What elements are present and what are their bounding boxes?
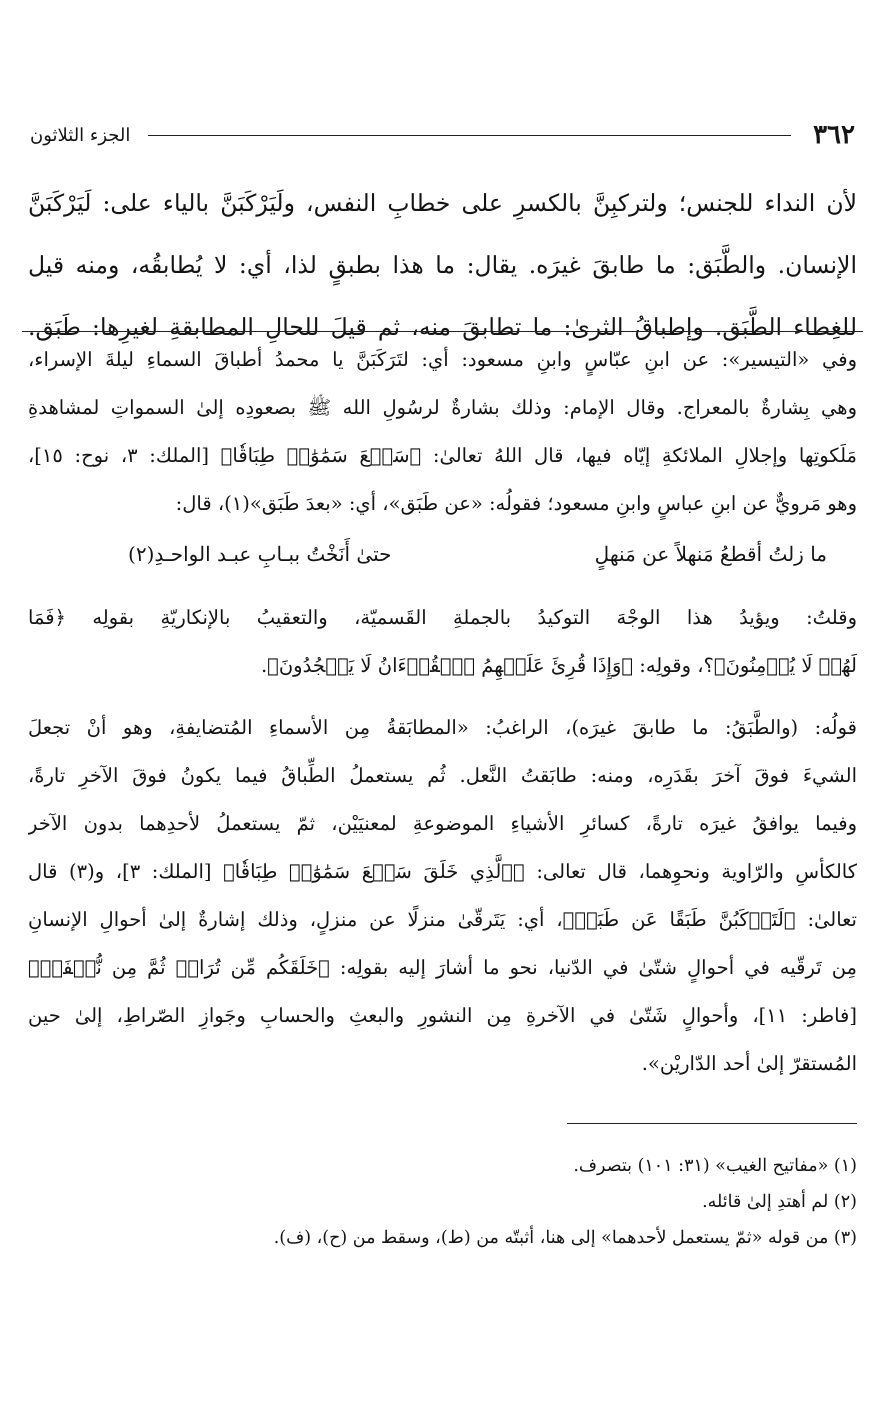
commentary-line: [فاطر: ١١]، وأحوالٍ شَتّىٰ في الآخرةِ مِن النشورِ والبعثِ والحسابِ وجَوازِ الصّراطِ، إلىٰ حين [28, 1004, 857, 1027]
footnote: (٢) لم أهتدِ إلىٰ قائله. [702, 1192, 857, 1212]
commentary-line: وقلتُ: ويؤيدُ هذا الوجْهَ التوكيدُ بالجملةِ القَسميّة، والتعقيبُ بالإنكاريّةِ بقولِه ﴿فَمَا [28, 606, 857, 629]
verse-first-hemistich: ما زلتُ أقطعُ مَنهلاً عن مَنهلٍ [594, 542, 827, 566]
verse-second-hemistich: حتىٰ أَنَخْتُ ببـابِ عبـد الواحـدِ(٢) [128, 542, 392, 566]
commentary-line: وفي «التيسير»: عن ابنِ عبّاسٍ وابنِ مسعود: أي: لتَرَكَبَنَّ يا محمدُ أطباقَ السماءِ ليلةَ الإسراء، [28, 348, 857, 371]
commentary-line: الشيءَ فوقَ آخرَ بقَدَرِه، ومنه: طابَقتُ النَّعل. ثُم يستعملُ الطِّباقُ فيما يكونُ فوقَ الآخرِ تارةً، [28, 764, 857, 787]
commentary-line: قولُه: (والطَّبَقُ: ما طابقَ غيرَه)، الراغبُ: «المطابَقةُ مِن الأسماءِ المُتضايفةِ، وهو أنْ تجعلَ [28, 716, 857, 739]
commentary-line: المُستقرّ إلىٰ أحد الدّاريْن». [641, 1052, 857, 1075]
page-number: ٣٦٢ [813, 120, 855, 150]
main-text-divider [22, 331, 863, 332]
commentary [28, 336, 857, 1088]
commentary-line: تعالىٰ: ﴿لَتَرۡكَبُنَّ طَبَقًا عَن طَبَقٖ﴾، أي: يَتَرقّىٰ منزلًا عن منزلٍ، وذلك إشارةٌ إلىٰ أحوالِ الإنسانِ [28, 908, 857, 931]
poetry-verse [28, 528, 857, 580]
running-header [30, 118, 855, 152]
main-text-line: لأن النداء للجنس؛ ولتركبِنَّ بالكسرِ على خطابِ النفس، ولَيَرْكَبَنَّ بالياء على: لَيَرْكَبَنَّ [28, 189, 857, 217]
footnotes [28, 1148, 857, 1256]
paragraph-gap [28, 690, 857, 704]
commentary-line: وهو مَرويٌّ عن ابنِ عباسٍ وابنِ مسعود؛ فقولُه: «عن طَبَق»، أي: «بعدَ طَبَق»(١)، قال: [175, 492, 857, 515]
footnote: (٣) من قوله «ثمّ يستعمل لأحدهما» إلى هنا، أثبتّه من (ط)، وسقط من (ح)، (ف). [273, 1228, 857, 1248]
volume-title: الجزء الثلاثون [30, 124, 131, 146]
commentary-line: لَهُمۡ لَا يُؤۡمِنُونَ﴾؟، وقولِه: ﴿وَإِذَا قُرِئَ عَلَيۡهِمُ ٱلۡقُرۡءَانُ لَا يَسۡجُدُونَ﴾. [260, 654, 857, 677]
commentary-line: وفيما يوافقُ غيرَه تارةً، كسائرِ الأشياءِ الموضوعةِ لمعنيَيْن، ثمّ يستعملُ لأحدِهما بدون الآخر [28, 812, 857, 835]
main-text-line: الإنسان. والطَّبَق: ما طابقَ غيرَه. يقال: ما هذا بطبقٍ لذا، أي: لا يُطابقُه، ومنه قيل [28, 251, 857, 279]
header-rule [148, 135, 791, 136]
commentary-line: مِن تَرقّيه في أحوالٍ شتّىٰ في الدّنيا، نحو ما أشارَ إليه بقولِه: ﴿خَلَقَكُم مِّن تُرَابٖ ثُمَّ مِن نُّطۡفَةٖ﴾ [28, 956, 857, 979]
paragraph-gap [28, 580, 857, 594]
commentary-line: كالكأسِ والرّاوية ونحوِهما، قال تعالى: ﴿ٱلَّذِي خَلَقَ سَبۡعَ سَمَٰوَٰتٖ طِبَاقٗا﴾ [الملك: ٣]، و(٣) قال [28, 860, 857, 883]
footnote: (١) «مفاتيح الغيب» (٣١: ١٠١) بتصرف. [573, 1156, 857, 1176]
footnote-divider [567, 1123, 857, 1124]
main-text-line: للغِطاء الطَّبَق. وإطباقُ الثرىٰ: ما تطابقَ منه، ثم قيلَ للحالِ المطابقةِ لغيرِها: طَبَق. [28, 313, 857, 341]
commentary-line: وهي بِشارةٌ بالمعراج. وقال الإمام: وذلك بشارةٌ لرسُولِ الله ﷺ بصعودِه إلىٰ السمواتِ لمشاهدةِ [28, 396, 857, 419]
commentary-line: مَلَكوتِها وإجلالِ الملائكةِ إيّاه فيها، قال اللهُ تعالىٰ: ﴿سَبۡعَ سَمَٰوَٰتٖ طِبَاقٗا﴾ [الملك: ٣، نوح: ١٥]، [28, 444, 857, 467]
